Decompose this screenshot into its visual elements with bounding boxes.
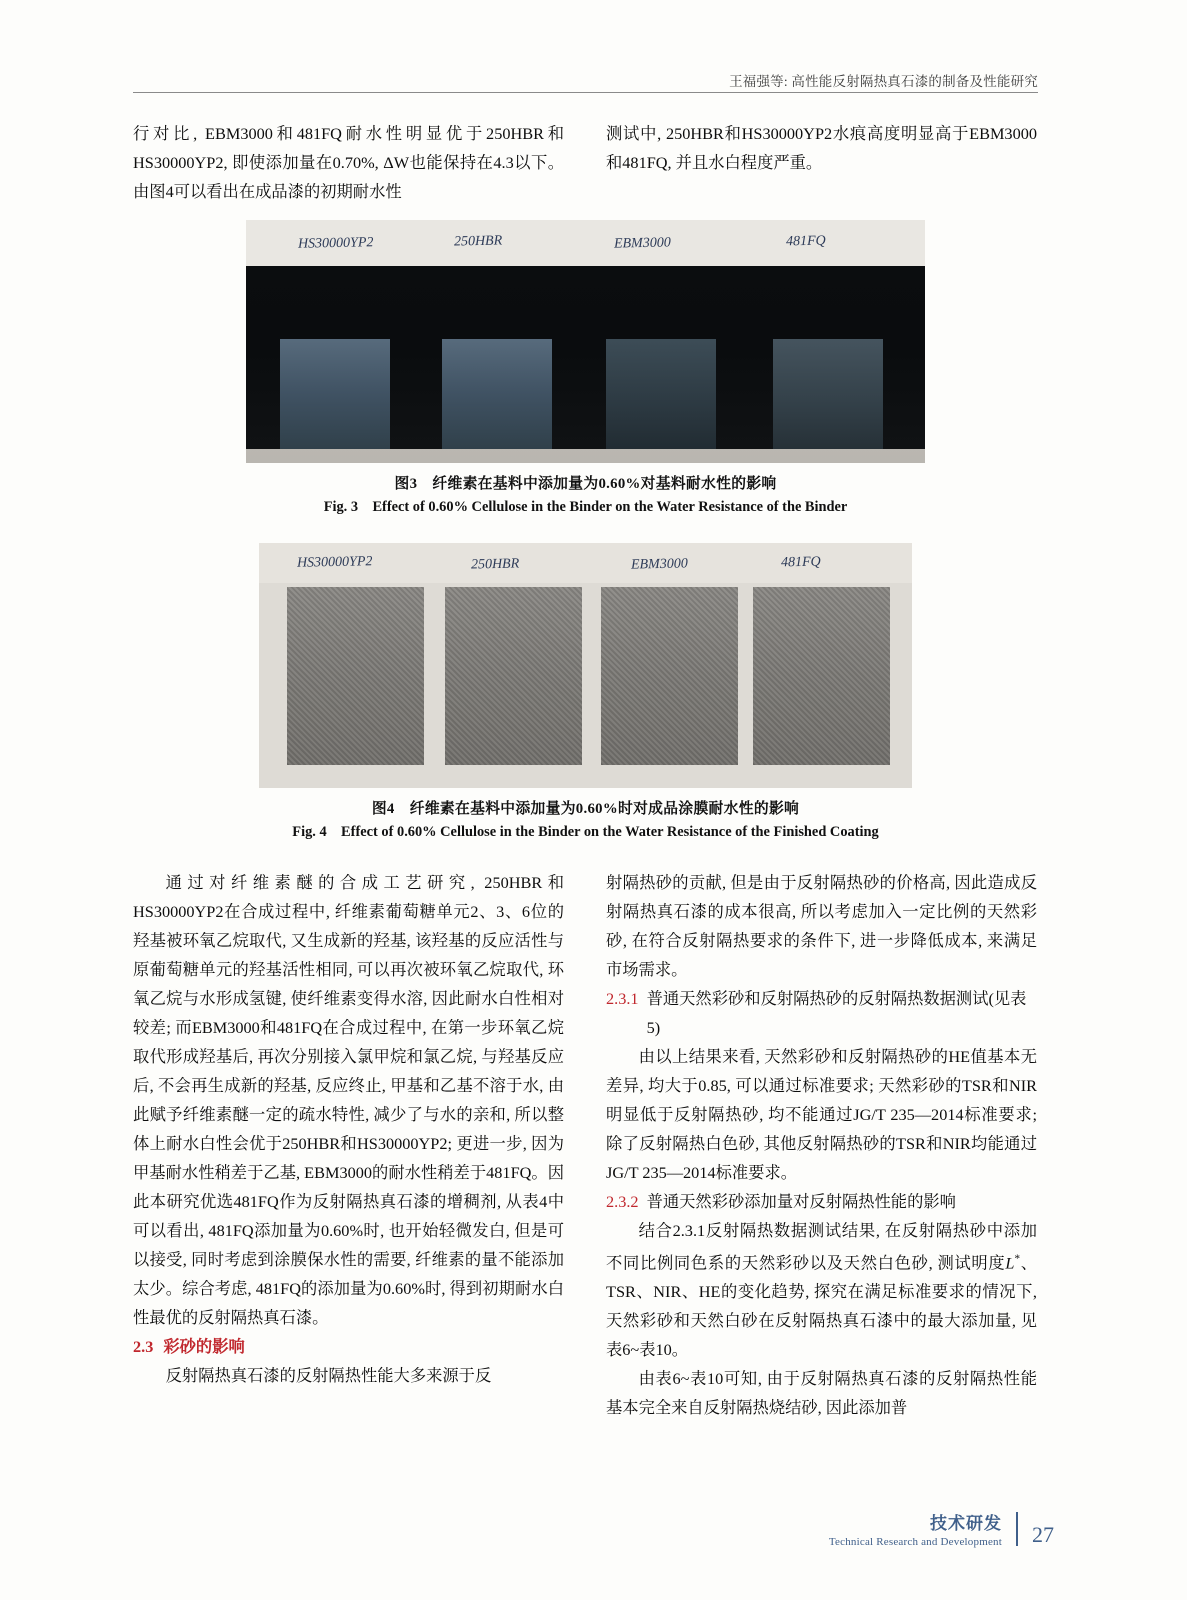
section-heading-2-3 xyxy=(133,1332,564,1361)
page-number: 27 xyxy=(1032,1522,1054,1547)
figure-3-handwritten-label-3: EBM3000 xyxy=(613,235,671,252)
page-footer xyxy=(829,1509,1054,1548)
figure-3-handwritten-label-2: 250HBR xyxy=(453,233,503,250)
figure-3-caption-en: Fig. 3 Effect of 0.60% Cellulose in the Binder on the Water Resistance of the Binder xyxy=(323,499,848,515)
section-heading-2-3-1 xyxy=(606,984,1037,1042)
running-head-rule xyxy=(133,92,1038,93)
section-number-2-3-1: 2.3.1 xyxy=(606,989,639,1008)
figure-4-image xyxy=(259,543,912,788)
figure-4-panel-3 xyxy=(601,587,738,765)
footer-divider xyxy=(1016,1512,1018,1546)
figure-3-caption xyxy=(133,473,1038,519)
figure-4-handwritten-label-1: HS30000YP2 xyxy=(296,554,373,571)
body-paragraph-4: 由以上结果来看, 天然彩砂和反射隔热砂的HE值基本无差异, 均大于0.85, 可以通过标准要求; 天然彩砂的TSR和NIR明显低于反射隔热砂, 均不能通过JG/T 235—2014标准要求; 除了反射隔热白色砂, 其他反射隔热砂的TSR和NIR均能通过JG/T 235—2014标准要求。 xyxy=(606,1047,1037,1182)
section-number-2-3: 2.3 xyxy=(133,1337,154,1356)
running-head-text: 王福强等: 高性能反射隔热真石漆的制备及性能研究 xyxy=(729,74,1038,89)
footer-section-label xyxy=(829,1509,1002,1548)
intro-paragraph-right: 测试中, 250HBR和HS30000YP2水痕高度明显高于EBM3000和481FQ, 并且水白程度严重。 xyxy=(606,124,1037,172)
section-number-2-3-2: 2.3.2 xyxy=(606,1192,639,1211)
figure-4-handwritten-label-3: EBM3000 xyxy=(630,556,688,573)
figure-4-panel-1 xyxy=(287,587,424,765)
figure-4-handwritten-label-2: 250HBR xyxy=(470,556,520,573)
figure-3-panel-3 xyxy=(606,339,716,449)
section-title-2-3: 彩砂的影响 xyxy=(163,1337,245,1356)
figure-4-caption-en: Fig. 4 Effect of 0.60% Cellulose in the Binder on the Water Resistance of the Finished Coating xyxy=(292,824,879,840)
body-paragraph-1: 通过对纤维素醚的合成工艺研究, 250HBR和HS30000YP2在合成过程中, 纤维素葡萄糖单元2、3、6位的羟基被环氧乙烷取代, 又生成新的羟基, 该羟基的反应活性与原葡萄糖单元的羟基活性相同, 可以再次被环氧乙烷取代, 环氧乙烷与水形成氢键, 使纤维素变得水溶, 因此耐水白性相对较差; 而EBM3000和481FQ在合成过程中, 在第一步环氧乙烷取代形成羟基后, 再次分别接入氯甲烷和氯乙烷, 与羟基反应后, 不会再生成新的羟基, 反应终止, 甲基和乙基不溶于水, 由此赋予纤维素醚一定的疏水特性, 减少了与水的亲和, 所以整体上耐水白性会优于250HBR和HS30000YP2; 更进一步, 因为甲基耐水性稍差于乙基, EBM3000的耐水性稍差于481FQ。因此本研究优选481FQ作为反射隔热真石漆的增稠剂, 从表4中可以看出, 481FQ添加量为0.60%时, 也开始轻微发白, 但是可以接受, 同时考虑到涂膜保水性的需要, 纤维素的量不能添加太少。综合考虑, 481FQ的添加量为0.60%时, 得到初期耐水白性最优的反射隔热真石漆。 xyxy=(133,873,564,1327)
figure-3-image xyxy=(246,220,925,463)
body-paragraph-5-part-b: 、TSR、NIR、HE的变化趋势, 探究在满足标准要求的情况下, 天然彩砂和天然白砂在反射隔热真石漆中的最大添加量, 见表6~表10。 xyxy=(606,1253,1037,1360)
figure-3-caption-cn: 图3 纤维素在基料中添加量为0.60%对基料耐水性的影响 xyxy=(394,476,777,492)
figure-4-panel-4 xyxy=(753,587,890,765)
symbol-lightness: L xyxy=(1005,1253,1015,1273)
body-column-left xyxy=(133,868,564,1422)
figure-3 xyxy=(133,220,1038,519)
figure-3-panel-4 xyxy=(773,339,883,449)
intro-column-left xyxy=(133,119,564,206)
symbol-lightness-star: * xyxy=(1014,1253,1020,1265)
section-title-2-3-2: 普通天然彩砂添加量对反射隔热性能的影响 xyxy=(646,1192,956,1211)
body-paragraph-5-part-a: 结合2.3.1反射隔热数据测试结果, 在反射隔热砂中添加不同比例同色系的天然彩砂以及天然白色砂, 测试明度 xyxy=(606,1221,1037,1273)
body-paragraph-3: 射隔热砂的贡献, 但是由于反射隔热砂的价格高, 因此造成反射隔热真石漆的成本很高, 所以考虑加入一定比例的天然彩砂, 在符合反射隔热要求的条件下, 进一步降低成本, 来满足市场需求。 xyxy=(606,873,1037,979)
body-paragraph-2: 反射隔热真石漆的反射隔热性能大多来源于反 xyxy=(165,1366,492,1385)
figure-4-handwritten-label-4: 481FQ xyxy=(780,554,821,571)
footer-section-en: Technical Research and Development xyxy=(828,1536,1002,1548)
figure-3-handwritten-label-4: 481FQ xyxy=(785,233,826,250)
section-heading-2-3-2 xyxy=(606,1187,1037,1216)
section-title-2-3-1: 普通天然彩砂和反射隔热砂的反射隔热数据测试(见表5) xyxy=(646,989,1027,1037)
intro-paragraph-left: 行对比, EBM3000和481FQ耐水性明显优于250HBR和HS30000YP2, 即使添加量在0.70%, ΔW也能保持在4.3以下。由图4可以看出在成品漆的初期耐水性 xyxy=(133,124,564,201)
footer-section-cn: 技术研发 xyxy=(930,1514,1002,1533)
figure-4-caption-cn: 图4 纤维素在基料中添加量为0.60%时对成品涂膜耐水性的影响 xyxy=(371,801,800,817)
figure-4-caption xyxy=(133,798,1038,844)
body-paragraph-6: 由表6~表10可知, 由于反射隔热真石漆的反射隔热性能基本完全来自反射隔热烧结砂, 因此添加普 xyxy=(606,1369,1037,1418)
body-column-right xyxy=(606,868,1037,1422)
body-paragraph-5 xyxy=(606,1216,1037,1364)
intro-columns xyxy=(133,119,1038,206)
page-content xyxy=(133,70,1038,1422)
intro-column-right xyxy=(606,119,1037,206)
figure-3-handwritten-label-1: HS30000YP2 xyxy=(297,235,374,252)
figure-3-panel-2 xyxy=(442,339,552,449)
figure-3-panel-1 xyxy=(280,339,390,449)
figure-4 xyxy=(133,543,1038,844)
body-columns xyxy=(133,868,1038,1422)
running-head xyxy=(133,70,1038,101)
figure-4-panel-2 xyxy=(445,587,582,765)
